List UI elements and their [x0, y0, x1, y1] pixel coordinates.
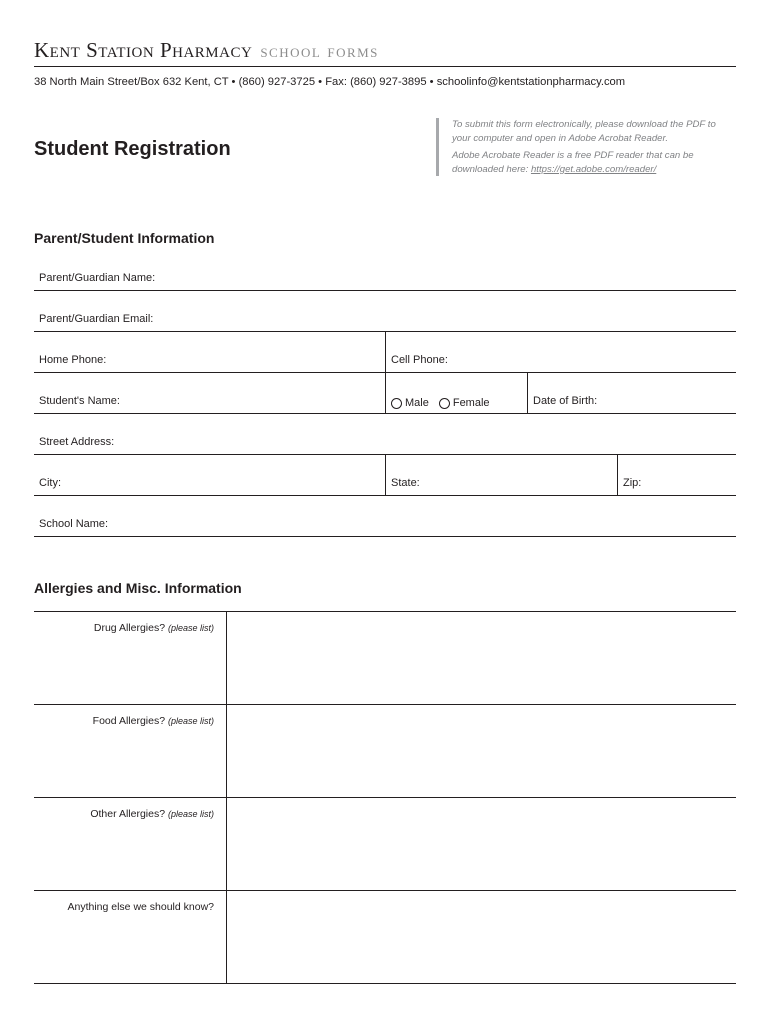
- dob-input[interactable]: [608, 373, 736, 413]
- school-cell: [34, 496, 736, 536]
- contact-info: 38 North Main Street/Box 632 Kent, CT • (860) 927-3725 • Fax: (860) 927-3895 • schoolinfo@kentstationpharmacy.com: [34, 76, 626, 88]
- street-label: Street Address:: [39, 436, 115, 448]
- food-allergies-input[interactable]: [230, 707, 734, 795]
- male-radio[interactable]: [391, 398, 402, 409]
- other-allergies-label-text: Other Allergies?: [90, 808, 166, 820]
- state-cell: [385, 455, 617, 495]
- allergy-row-drug: [34, 612, 736, 705]
- gender-male-option[interactable]: [391, 397, 429, 409]
- home-phone-input[interactable]: [114, 332, 385, 372]
- food-allergies-label-text: Food Allergies?: [92, 715, 166, 727]
- pharmacy-header: [34, 38, 379, 63]
- dob-label: Date of Birth:: [533, 395, 598, 407]
- drug-allergies-input[interactable]: [230, 614, 734, 702]
- row-guardian-name: [34, 250, 736, 291]
- gender-radio-group: [391, 397, 500, 409]
- female-label: Female: [452, 397, 490, 409]
- home-phone-cell: [34, 332, 385, 372]
- school-label: School Name:: [39, 518, 109, 530]
- other-allergies-label: [90, 808, 214, 820]
- gender-female-option[interactable]: [439, 397, 490, 409]
- note-line-2: [452, 149, 736, 176]
- zip-label: Zip:: [623, 477, 642, 489]
- column-divider: [226, 798, 227, 890]
- student-name-cell: [34, 373, 385, 413]
- row-phones: [34, 332, 736, 373]
- allergy-row-food: [34, 705, 736, 798]
- row-city-state-zip: [34, 455, 736, 496]
- street-cell: [34, 414, 736, 454]
- guardian-name-cell: [34, 250, 736, 290]
- other-allergies-input[interactable]: [230, 800, 734, 888]
- row-guardian-email: [34, 291, 736, 332]
- pharmacy-name: Kent Station Pharmacy: [34, 38, 253, 62]
- cell-phone-cell: [385, 332, 736, 372]
- guardian-email-label: Parent/Guardian Email:: [39, 313, 154, 325]
- student-name-label: Student's Name:: [39, 395, 120, 407]
- column-divider: [226, 705, 227, 797]
- city-input[interactable]: [74, 455, 385, 495]
- allergy-table: [34, 611, 736, 984]
- student-name-input[interactable]: [129, 373, 385, 413]
- female-radio[interactable]: [439, 398, 450, 409]
- city-label: City:: [39, 477, 61, 489]
- zip-cell: [617, 455, 736, 495]
- state-input[interactable]: [426, 455, 617, 495]
- cell-phone-input[interactable]: [456, 332, 736, 372]
- gender-cell: [385, 373, 527, 413]
- food-allergies-label: [93, 715, 214, 727]
- section-title-allergies: Allergies and Misc. Information: [34, 580, 242, 596]
- guardian-email-cell: [34, 291, 736, 331]
- school-input[interactable]: [114, 496, 736, 536]
- cell-phone-label: Cell Phone:: [391, 354, 448, 366]
- adobe-reader-link[interactable]: https://get.adobe.com/reader/: [530, 163, 657, 175]
- submission-note: [436, 118, 736, 176]
- section-title-parent-student: Parent/Student Information: [34, 230, 215, 246]
- row-school: [34, 496, 736, 537]
- drug-allergies-label-text: Drug Allergies?: [93, 622, 166, 634]
- anything-else-label: Anything else we should know?: [67, 901, 214, 913]
- column-divider: [226, 612, 227, 704]
- home-phone-label: Home Phone:: [39, 354, 107, 366]
- please-list-note: (please list): [167, 809, 214, 819]
- anything-else-input[interactable]: [230, 893, 734, 981]
- zip-input[interactable]: [648, 455, 736, 495]
- please-list-note: (please list): [167, 716, 214, 726]
- guardian-name-label: Parent/Guardian Name:: [39, 272, 156, 284]
- state-label: State:: [391, 477, 420, 489]
- city-cell: [34, 455, 385, 495]
- drug-allergies-label: [94, 622, 214, 634]
- header-subtitle: school forms: [260, 41, 379, 61]
- row-street: [34, 414, 736, 455]
- column-divider: [226, 891, 227, 983]
- allergy-row-anything: [34, 891, 736, 984]
- dob-cell: [527, 373, 736, 413]
- row-student: [34, 373, 736, 414]
- please-list-note: (please list): [167, 623, 214, 633]
- male-label: Male: [405, 397, 429, 409]
- note-line-1: To submit this form electronically, please download the PDF to your computer and open in Adobe Acrobat Reader.: [452, 119, 716, 144]
- header-divider: [34, 66, 736, 67]
- page-title: Student Registration: [34, 138, 231, 160]
- guardian-name-input[interactable]: [164, 250, 736, 290]
- guardian-email-input[interactable]: [164, 291, 736, 331]
- note-line-2-text: Adobe Acrobate Reader is a free PDF reader that can be downloaded here:: [452, 150, 694, 175]
- allergy-row-other: [34, 798, 736, 891]
- street-input[interactable]: [124, 414, 736, 454]
